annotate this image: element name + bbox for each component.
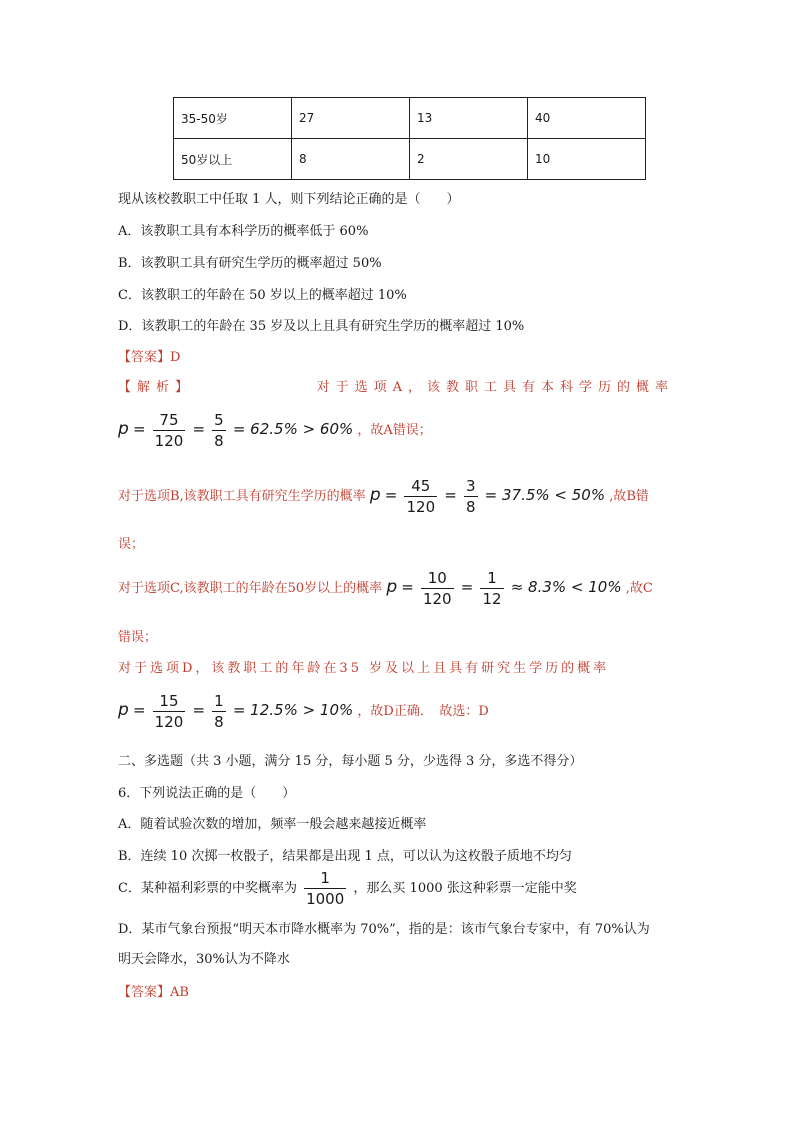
fraction: $\frac{75}{120}$: [154, 411, 184, 450]
answer-tag: 【答案】: [118, 985, 171, 1000]
fraction: $\frac{3}{8}$: [465, 477, 476, 516]
answer: [118, 981, 189, 1000]
option-a: A．该教职工具有本科学历的概率低于 60%: [118, 224, 369, 239]
table-cell: 50岁以上: [174, 139, 292, 180]
fraction: $\frac{5}{8}$: [214, 411, 224, 450]
option-d: D．该教职工的年龄在 35 岁及以上且具有研究生学历的概率超过 10%: [118, 319, 525, 334]
fraction: $\frac{15}{120}$: [154, 692, 184, 731]
answer-value: AB: [170, 985, 189, 1000]
table-cell: 2: [410, 139, 528, 180]
table-cell: 27: [292, 98, 410, 139]
option-c: C．某种福利彩票的中奖概率为 $\frac{1}{1000}$ ，那么买 1000 张这种彩票一定能中奖: [118, 869, 577, 908]
table-cell: 10: [528, 139, 646, 180]
table-row: [174, 98, 646, 139]
analysis-a-text: 对于选项A，该教职工具有本科学历的概率: [316, 380, 674, 395]
formula-a: p = $\frac{75}{120}$ = $\frac{5}{8}$ = 62.5% > 60% ，故A错误；: [118, 411, 432, 450]
option-b: B．连续 10 次掷一枚骰子，结果都是出现 1 点，可以认为这枚骰子质地不均匀: [118, 849, 572, 864]
fraction: $\frac{45}{120}$: [406, 477, 436, 516]
table-row: [174, 139, 646, 180]
option-b: B．该教职工具有研究生学历的概率超过 50%: [118, 256, 382, 271]
fraction: $\frac{10}{120}$: [422, 569, 452, 608]
formula-b: 对于选项B,该教职工具有研究生学历的概率 p = $\frac{45}{120}$ = $\frac{3}{8}$ = 37.5% < 50% ,故B错: [118, 477, 649, 516]
fraction: $\frac{1}{8}$: [214, 692, 224, 731]
analysis-c-cont: 错误；: [118, 630, 158, 645]
formula-d: p = $\frac{15}{120}$ = $\frac{1}{8}$ = 12.5% > 10% ，故D正确． 故选：D: [118, 692, 489, 731]
table-cell: 35-50岁: [174, 98, 292, 139]
option-a: A．随着试验次数的增加，频率一般会越来越接近概率: [118, 817, 427, 832]
answer-value: D: [170, 350, 181, 365]
formula-c: 对于选项C,该教职工的年龄在50岁以上的概率 p = $\frac{10}{120}$ = $\frac{1}{12}$ ≈ 8.3% < 10% ,故C: [118, 569, 653, 608]
section-title: 二、多选题（共 3 小题，满分 15 分，每小题 5 分，少选得 3 分，多选不得分）: [118, 754, 583, 769]
question-stem: 6．下列说法正确的是（ ）: [118, 786, 296, 801]
table-cell: 8: [292, 139, 410, 180]
analysis-tag: 【解析】: [118, 380, 195, 395]
table-cell: 13: [410, 98, 528, 139]
option-c: C．该教职工的年龄在 50 岁以上的概率超过 10%: [118, 288, 407, 303]
analysis-a-lead: [118, 376, 674, 395]
table-cell: 40: [528, 98, 646, 139]
fraction: $\frac{1}{1000}$: [306, 869, 345, 908]
answer: [118, 346, 180, 365]
answer-tag: 【答案】: [118, 350, 171, 365]
option-d-line2: 明天会降水，30%认为不降水: [118, 952, 290, 967]
option-d-line1: D．某市气象台预报“明天本市降水概率为 70%”，指的是：该市气象台专家中，有 70%认为: [118, 922, 650, 937]
data-table: [173, 97, 646, 180]
analysis-d-lead: 对于选项D，该教职工的年龄在35 岁及以上且具有研究生学历的概率: [118, 661, 610, 676]
analysis-b-cont: 误；: [118, 537, 145, 552]
fraction: $\frac{1}{12}$: [482, 569, 502, 608]
question-stem: 现从该校教职工中任取 1 人，则下列结论正确的是（ ）: [118, 192, 460, 207]
